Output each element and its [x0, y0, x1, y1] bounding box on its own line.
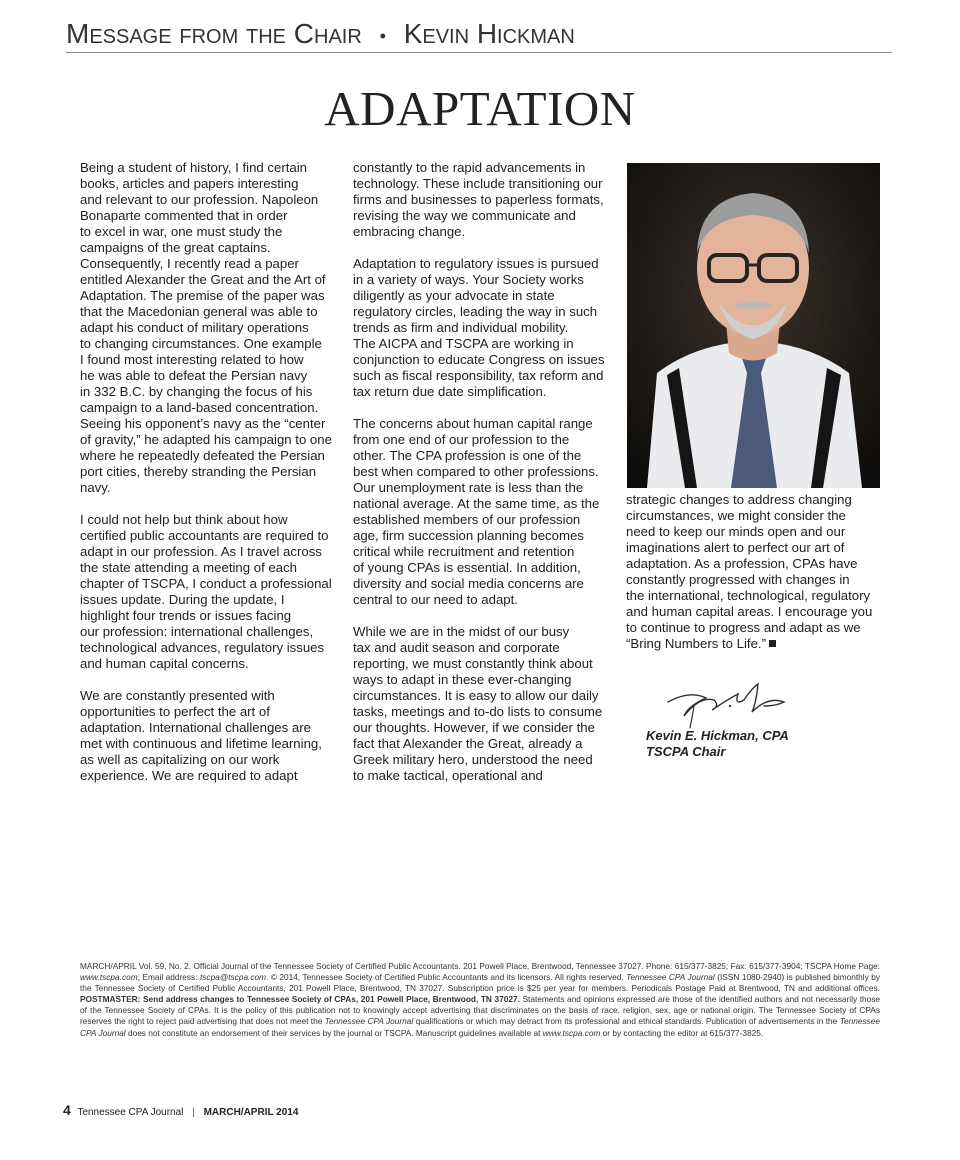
article-column-2 [353, 160, 615, 800]
signature-block [646, 728, 789, 760]
section-header [66, 16, 892, 53]
journal-name: Tennessee CPA Journal [80, 1016, 880, 1038]
signer-role: TSCPA Chair [646, 744, 726, 759]
publication-name: Tennessee CPA Journal [77, 1107, 184, 1118]
publication-statement [80, 961, 880, 1039]
home-page-link[interactable]: www.tscpa.com [80, 972, 138, 983]
issue-date: MARCH/APRIL 2014 [203, 1107, 299, 1118]
page-number: 4 [63, 1102, 71, 1118]
end-mark-icon [769, 640, 776, 647]
statement-text: (ISSN 1080-2940) is published bimonthly by the Tennessee Society of Certified Public Accountants, 201 Powell Place, Brentwood, TN 37027. Subscription price is $25 per year for members. Periodicals Postage Paid at Brentwood, TN and additional offices. [80, 972, 880, 994]
statement-text: ; Email address: [137, 972, 200, 983]
postmaster-notice: POSTMASTER: Send address changes to Tennessee Society of CPAs, 201 Powell Place, Brentwood, TN 37027. [80, 994, 520, 1005]
paragraph: The concerns about human capital range from one end of our profession to the other. The CPA profession is one of the best when compared to other professions. Our unemployment rate is less than the national average. At the same time, as the established members of our profession age, firm succession planning becomes critical while recruitment and retention of young CPAs is essential. In addition, diversity and social media concerns are central to our need to adapt. [353, 416, 600, 607]
article-column-3 [626, 492, 888, 668]
author-photo [627, 163, 880, 488]
statement-text: does not constitute an endorsement of their services by the journal or TSCPA. Manuscript guidelines available at [125, 1027, 543, 1038]
statement-text: Statements and opinions expressed are those of the identified authors and not necessarily those of the Tennessee Society of CPAs. It is the policy of this publication not to knowingly accept advertising that discriminates on the basis of race, religion, sex, age or national origin. The Tennessee Society of CPAs reserves the right to reject paid advertising that does not meet the [80, 994, 880, 1027]
statement-text: MARCH/APRIL Vol. 59, No. 2. Official Journal of the Tennessee Society of Certified Public Accountants. 201 Powell Place, Brentwood, Tennessee 37027. Phone: 615/377-3825; Fax: 615/377-3904; TSCPA Home Page: [80, 961, 880, 971]
journal-name: Tennessee CPA Journal [324, 1016, 414, 1027]
journal-name: Tennessee CPA Journal [626, 972, 715, 983]
header-separator: • [379, 25, 386, 46]
email-link[interactable]: tscpa@tscpa.com [199, 972, 267, 983]
paragraph: While we are in the midst of our busy tax and audit season and corporate reporting, we must constantly think about ways to adapt in these ever-changing circumstances. It is easy to allow our daily tasks, meetings and to-do lists to consume our thoughts. However, if we consider the fact that Alexander the Great, already a Greek military hero, understood the need to make tactical, operational and [353, 624, 603, 783]
guidelines-link[interactable]: www.tscpa.com [542, 1027, 601, 1038]
statement-text: or by contacting the editor at 615/377-3825. [600, 1027, 764, 1038]
paragraph: Adaptation to regulatory issues is pursued in a variety of ways. Your Society works diligently as your advocate in state regulatory circles, leading the way in such trends as firm and individual mobility. The AICPA and TSCPA are working in conjunction to educate Congress on issues such as fiscal responsibility, tax reform and tax return due date simplification. [353, 256, 605, 399]
statement-text: qualifications or which may detract from its professional and ethical standards. Publication of advertisements in the [413, 1016, 840, 1027]
footer-separator: | [192, 1107, 195, 1118]
paragraph: I could not help but think about how certified public accountants are required to adapt in our profession. As I travel across the state attending a meeting of each chapter of TSCPA, I conduct a professional issues update. During the update, I highlight four trends or issues facing our profession: international challenges, technological advances, regulatory issues and human capital concerns. [80, 512, 332, 671]
portrait-illustration [627, 163, 880, 488]
paragraph: Being a student of history, I find certain books, articles and papers interesting and relevant to our profession. Napoleon Bonaparte commented that in order to excel in war, one must study the campaigns of the great captains. Consequently, I recently read a paper entitled Alexander the Great and the Art of Adaptation. The premise of the paper was that the Macedonian general was able to adapt his conduct of military operations to changing circumstances. One example I found most interesting related to how he was able to defeat the Persian navy in 332 B.C. by changing the focus of his campaign to a land-based concentration. Seeing his opponent’s navy as the “center of gravity,” he adapted his campaign to one where he repeatedly defeated the Persian port cities, thereby stranding the Persian navy. [80, 160, 332, 495]
article-column-1 [80, 160, 342, 800]
closing-text: strategic changes to address changing circumstances, we might consider the need to keep our minds open and our imaginations alert to perfect our art of adaptation. As a profession, CPAs have constantly progressed with changes in the international, technological, regulatory and human capital areas. I encourage you to continue to progress and adapt as we “Bring Numbers to Life.” [626, 492, 873, 651]
header-section: Message from the Chair [66, 18, 362, 49]
signature-image [660, 676, 800, 732]
paragraph: constantly to the rapid advancements in technology. These include transitioning our firms and businesses to paperless formats, revising the way we communicate and embracing change. [353, 160, 604, 239]
paragraph [626, 492, 888, 652]
statement-text: . © 2014, Tennessee Society of Certified Public Accountants and its licensors. All rights reserved. [266, 972, 627, 983]
page-footer [63, 1102, 298, 1118]
signer-name: Kevin E. Hickman, CPA [646, 728, 789, 743]
article-title: ADAPTATION [324, 81, 636, 136]
header-text [66, 16, 892, 54]
paragraph: We are constantly presented with opportunities to perfect the art of adaptation. International challenges are met with continuous and lifetime learning, as well as capitalizing on our work experience. We are required to adapt [80, 688, 322, 783]
header-author: Kevin Hickman [403, 18, 575, 49]
